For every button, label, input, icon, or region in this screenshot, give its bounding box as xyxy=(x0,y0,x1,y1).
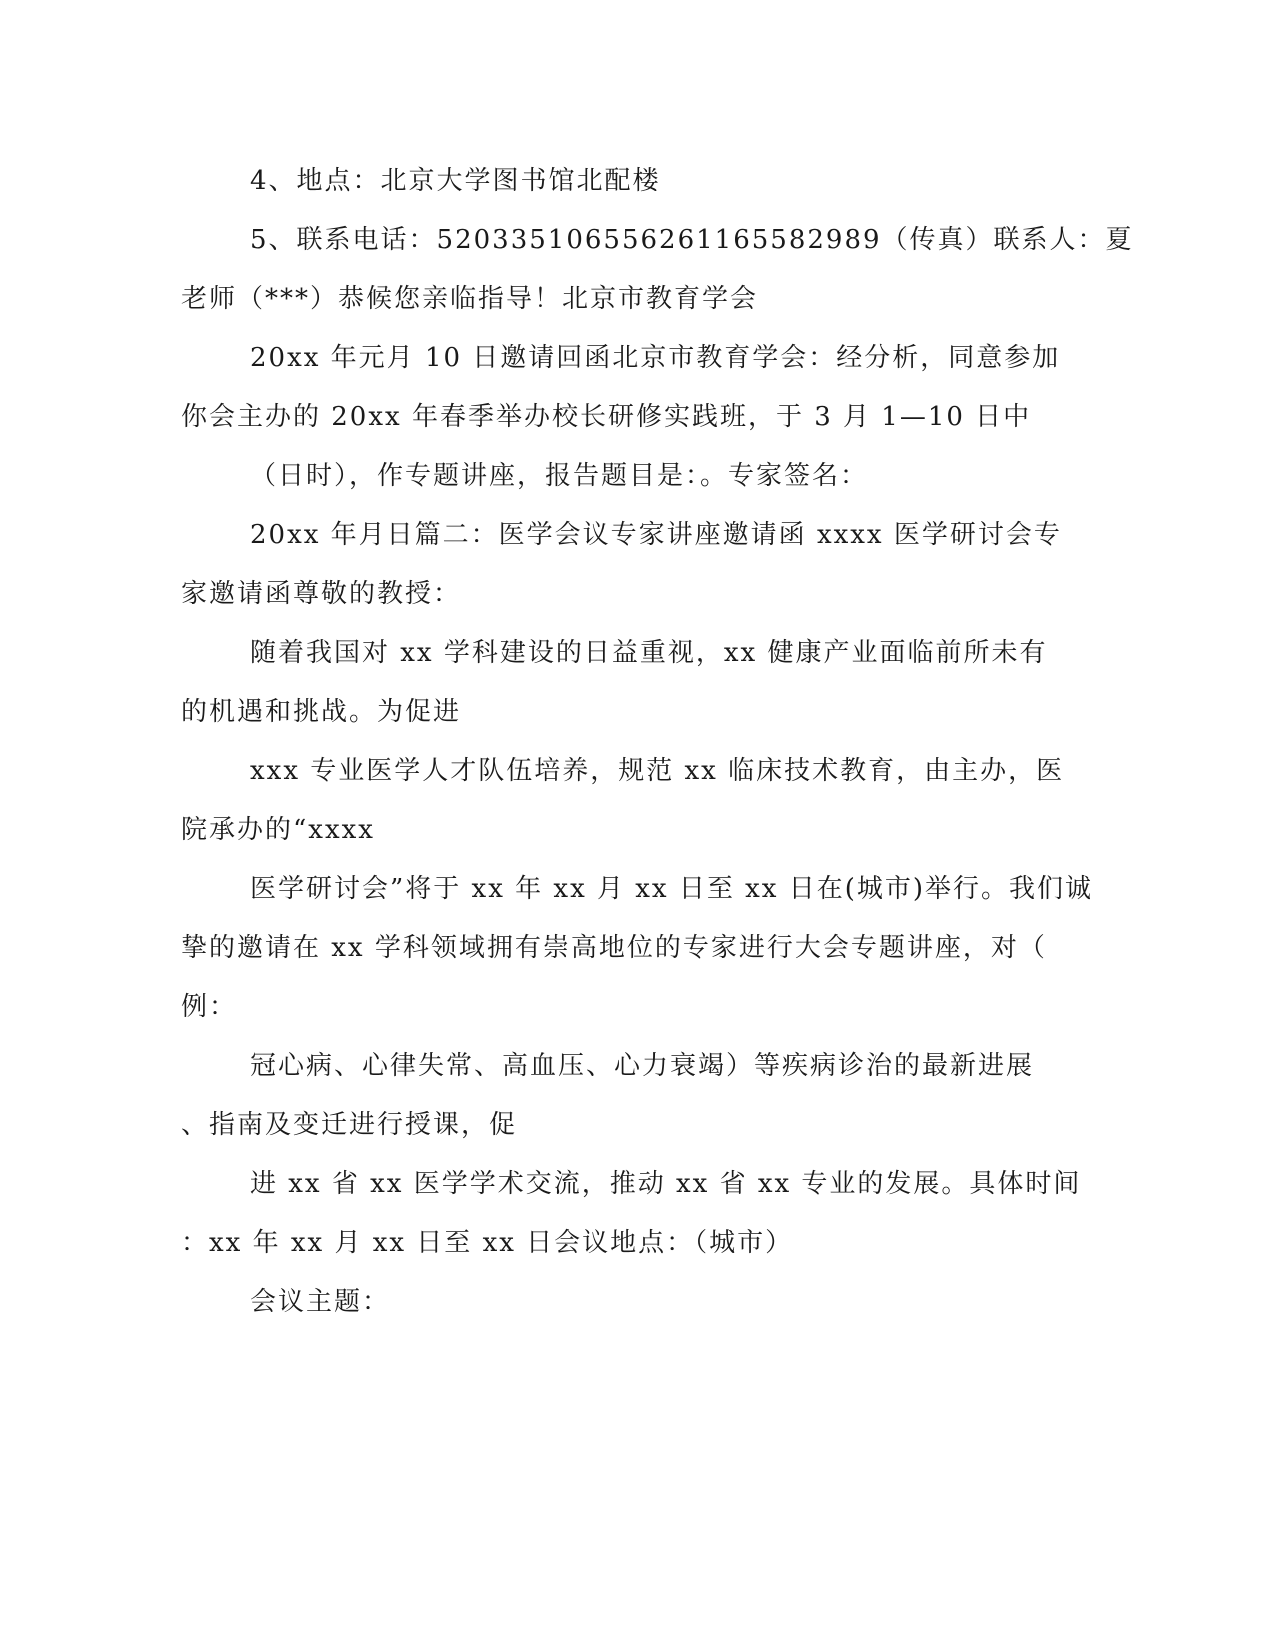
text-line-paragraph-2-cont: 院承办的“xxxx xyxy=(181,815,375,845)
text-line-paragraph-2: xxx 专业医学人才队伍培养，规范 xx 临床技术教育，由主办，医 xyxy=(250,756,1065,786)
text-line-paragraph-5-cont: ：xx 年 xx 月 xx 日至 xx 日会议地点：（城市） xyxy=(181,1228,794,1258)
text-line-meeting-theme: 会议主题： xyxy=(250,1287,391,1317)
text-line-part-two-title: 20xx 年月日篇二：医学会议专家讲座邀请函 xxxx 医学研讨会专 xyxy=(250,520,1062,550)
text-line-report-topic: （日时），作专题讲座，报告题目是：。专家签名： xyxy=(250,461,869,491)
text-line-paragraph-3-end: 例： xyxy=(181,992,238,1022)
text-line-paragraph-4-cont: 、指南及变迁进行授课，促 xyxy=(181,1110,518,1140)
text-line-salutation: 家邀请函尊敬的教授： xyxy=(181,579,462,609)
text-line-paragraph-3-cont: 挚的邀请在 xx 学科领域拥有崇高地位的专家进行大会专题讲座，对（ xyxy=(181,933,1047,963)
text-line-contact-phone: 5、联系电话：5203351065562611655829​89（传真）联系人：夏 xyxy=(250,225,1134,255)
text-line-paragraph-3: 医学研讨会”将于 xx 年 xx 月 xx 日至 xx 日在(城市)举行。我们诚 xyxy=(250,874,1094,904)
text-line-paragraph-1-cont: 的机遇和挑战。为促进 xyxy=(181,697,462,727)
text-line-paragraph-1: 随着我国对 xx 学科建设的日益重视，xx 健康产业面临前所未有 xyxy=(250,638,1048,668)
text-line-reply-letter: 20xx 年元月 10 日邀请回函北京市教育学会：经分析，同意参加 xyxy=(250,343,1061,373)
text-line-paragraph-4: 冠心病、心律失常、高血压、心力衰竭）等疾病诊治的最新进展 xyxy=(250,1051,1035,1081)
text-line-paragraph-5: 进 xx 省 xx 医学学术交流，推动 xx 省 xx 专业的发展。具体时间 xyxy=(250,1169,1082,1199)
text-line-location: 4、地点：北京大学图书馆北配楼 xyxy=(250,166,661,196)
text-line-reply-letter-cont: 你会主办的 20xx 年春季举办校长研修实践班，于 3 月 1—10 日中 xyxy=(181,402,1032,432)
text-line-contact-person: 老师（***）恭候您亲临指导！北京市教育学会 xyxy=(181,284,759,314)
